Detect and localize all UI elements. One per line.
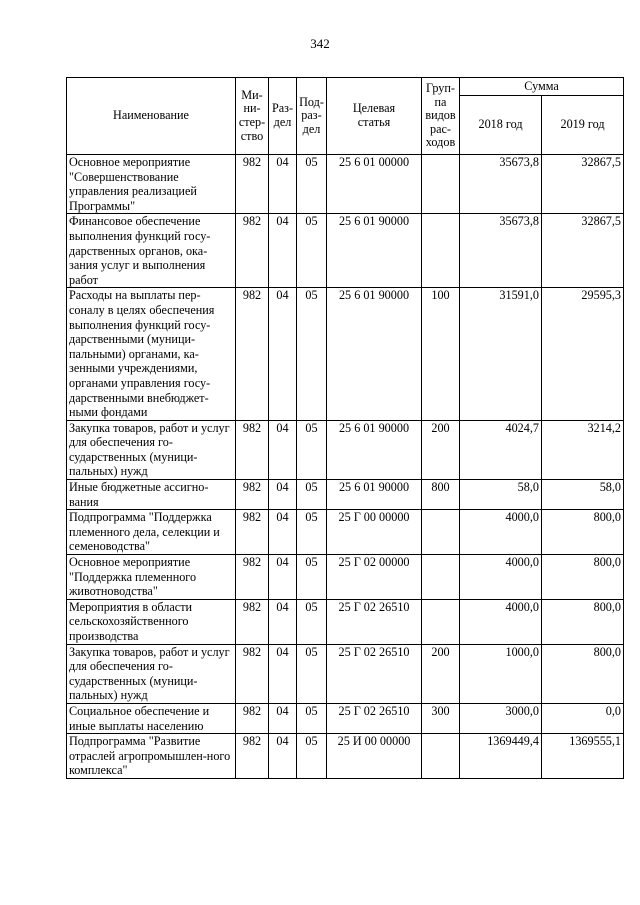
row-name: Закупка товаров, работ и услуг для обеспечения го-сударственных (муници-пальных) нужд [67,644,236,703]
row-name: Подпрограмма "Поддержка племенного дела, селекции и семеноводства" [67,510,236,555]
row-ministry: 982 [236,734,269,779]
header-year-2019: 2019 год [542,96,624,155]
row-group [422,599,460,644]
row-sum-2019: 32867,5 [542,214,624,288]
table-row [67,420,624,479]
row-name: Финансовое обеспечение выполнения функций госу-дарственных органов, ока-зания услуг и выполнения работ [67,214,236,288]
row-ministry: 982 [236,555,269,600]
row-section: 04 [269,510,297,555]
row-sum-2019: 0,0 [542,703,624,733]
row-target: 25 6 01 90000 [327,214,422,288]
row-group: 200 [422,420,460,479]
row-section: 04 [269,480,297,510]
row-sum-2018: 4000,0 [460,599,542,644]
budget-table [66,77,624,779]
row-ministry: 982 [236,288,269,420]
row-sum-2018: 31591,0 [460,288,542,420]
row-group [422,155,460,214]
header-name: Наименование [67,78,236,155]
row-target: 25 И 00 00000 [327,734,422,779]
header-sum: Сумма [460,78,624,96]
row-section: 04 [269,644,297,703]
row-subsection: 05 [297,510,327,555]
row-ministry: 982 [236,420,269,479]
row-target: 25 Г 02 26510 [327,644,422,703]
row-sum-2018: 4000,0 [460,510,542,555]
row-target: 25 6 01 90000 [327,288,422,420]
row-name: Основное мероприятие "Поддержка племенного животноводства" [67,555,236,600]
row-sum-2018: 1369449,4 [460,734,542,779]
row-sum-2018: 35673,8 [460,214,542,288]
table-row [67,703,624,733]
table-row [67,734,624,779]
row-ministry: 982 [236,703,269,733]
header-target: Целевая статья [327,78,422,155]
row-sum-2018: 3000,0 [460,703,542,733]
table-row [67,480,624,510]
row-ministry: 982 [236,155,269,214]
row-subsection: 05 [297,288,327,420]
table-row [67,155,624,214]
header-group: Груп- па видов рас- ходов [422,78,460,155]
row-section: 04 [269,288,297,420]
table-row [67,599,624,644]
row-section: 04 [269,703,297,733]
row-name: Закупка товаров, работ и услуг для обеспечения го-сударственных (муници-пальных) нужд [67,420,236,479]
row-sum-2019: 32867,5 [542,155,624,214]
row-group: 800 [422,480,460,510]
row-sum-2018: 58,0 [460,480,542,510]
table-row [67,644,624,703]
row-sum-2018: 4024,7 [460,420,542,479]
row-subsection: 05 [297,155,327,214]
row-target: 25 Г 02 26510 [327,599,422,644]
row-sum-2019: 29595,3 [542,288,624,420]
row-name: Социальное обеспечение и иные выплаты населению [67,703,236,733]
row-group [422,214,460,288]
table-row [67,214,624,288]
row-name: Подпрограмма "Развитие отраслей агропромышлен-ного комплекса" [67,734,236,779]
row-group: 300 [422,703,460,733]
page-number: 342 [310,36,330,51]
row-target: 25 Г 02 00000 [327,555,422,600]
table-row [67,510,624,555]
row-name: Основное мероприятие "Совершенствование управления реализацией Программы" [67,155,236,214]
row-subsection: 05 [297,420,327,479]
row-section: 04 [269,734,297,779]
row-section: 04 [269,420,297,479]
row-sum-2019: 3214,2 [542,420,624,479]
row-subsection: 05 [297,644,327,703]
header-section: Раз- дел [269,78,297,155]
row-group [422,555,460,600]
row-group: 100 [422,288,460,420]
table-row [67,555,624,600]
header-year-2018: 2018 год [460,96,542,155]
header-ministry: Ми- ни- стер- ство [236,78,269,155]
row-sum-2018: 4000,0 [460,555,542,600]
row-subsection: 05 [297,734,327,779]
row-ministry: 982 [236,214,269,288]
table-header [67,78,624,155]
row-target: 25 Г 02 26510 [327,703,422,733]
row-group [422,510,460,555]
header-subsection: Под- раз- дел [297,78,327,155]
row-subsection: 05 [297,214,327,288]
row-sum-2019: 800,0 [542,555,624,600]
row-subsection: 05 [297,555,327,600]
row-section: 04 [269,555,297,600]
row-section: 04 [269,599,297,644]
table-row [67,288,624,420]
row-sum-2019: 800,0 [542,599,624,644]
row-target: 25 6 01 90000 [327,420,422,479]
row-sum-2019: 800,0 [542,644,624,703]
row-sum-2019: 58,0 [542,480,624,510]
row-subsection: 05 [297,599,327,644]
row-target: 25 Г 00 00000 [327,510,422,555]
row-ministry: 982 [236,599,269,644]
row-group [422,734,460,779]
row-section: 04 [269,155,297,214]
row-name: Расходы на выплаты пер-соналу в целях обеспечения выполнения функций госу-дарственными (муници-пальными) органами, ка-зенными учреждениями, органами управления госу-дарственными внебюджет-ными фондами [67,288,236,420]
row-name: Мероприятия в области сельскохозяйственного производства [67,599,236,644]
row-sum-2019: 1369555,1 [542,734,624,779]
row-name: Иные бюджетные ассигно-вания [67,480,236,510]
row-subsection: 05 [297,480,327,510]
row-ministry: 982 [236,480,269,510]
row-ministry: 982 [236,644,269,703]
row-sum-2018: 35673,8 [460,155,542,214]
row-ministry: 982 [236,510,269,555]
row-sum-2018: 1000,0 [460,644,542,703]
row-target: 25 6 01 90000 [327,480,422,510]
row-subsection: 05 [297,703,327,733]
row-target: 25 6 01 00000 [327,155,422,214]
row-group: 200 [422,644,460,703]
row-sum-2019: 800,0 [542,510,624,555]
table-body [67,155,624,779]
row-section: 04 [269,214,297,288]
